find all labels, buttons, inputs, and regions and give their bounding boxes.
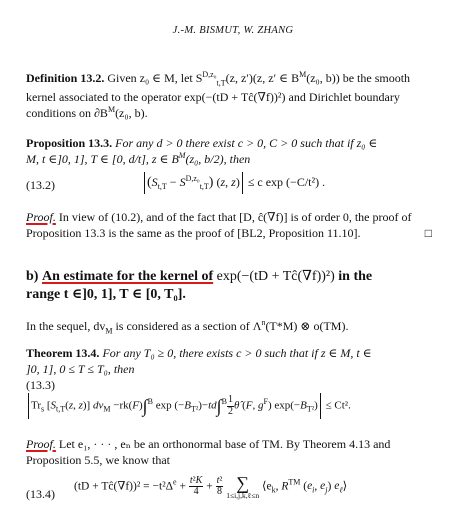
section-line-2: range t ∈]0, 1], T ∈ [0, T₀]. [26, 287, 186, 303]
sequel-text-c: (T*M) ⊗ o(TM). [265, 319, 349, 333]
integral-sign-2: ∫ [216, 395, 222, 416]
theorem-line-1 [26, 345, 436, 361]
proof-1-text-2: Proposition 13.3 is the same as the proof of [BL2, Proposition 11.10]. [26, 226, 361, 241]
definition-text-3: (z₀, b)) be the smooth [306, 71, 411, 85]
section-prefix: b) [26, 269, 39, 284]
equation-13-2-rhs: ≤ c exp (−C/t²) . [247, 174, 326, 189]
half-fraction: $\frac{1}{2}$ [227, 394, 233, 417]
eq133-bar-left [28, 393, 29, 419]
definition-line-1 [26, 70, 436, 89]
proposition-label: Proposition 13.3. [26, 136, 113, 150]
definition-line-2: kernel associated to the operator exp(−(tD + Tĉ(∇f))²) and Dirichlet boundary [26, 90, 400, 105]
running-header: J.-M. BISMUT, W. ZHANG [172, 25, 294, 36]
proposition-line-2b: (z₀, b/2), then [185, 152, 251, 167]
proof-1-label: Proof. [26, 210, 56, 224]
equation-13-2: $(S_{t,T} - S^{D,z_0}_{t,T})$ (z, z) ≤ c exp (−C/t²) . [142, 172, 325, 194]
proof-1 [26, 209, 436, 241]
t2-fraction: $\frac{\text{t²}}{8}$ [216, 474, 223, 498]
theorem-eqno: (13.3) [26, 378, 55, 393]
definition-13-2 [26, 70, 436, 122]
theorem-line-2: ]0, 1], 0 ≤ T ≤ T₀, then [26, 362, 135, 377]
proof-2-text-1: Let e₁, · · · , eₙ be an orthonormal base of TM. By Theorem 4.13 and [58, 437, 391, 451]
integral-sign-1: ∫ [142, 395, 148, 416]
proof-2 [26, 436, 436, 468]
definition-line-3a: conditions on ∂B [26, 106, 108, 121]
equation-13-3: $Tr_s$ [$S_{t,T}(z$, z)] $dv_M -rk(F)\int^B$ $\exp (-B_{T^2})-td\int^B$ $\frac{1}{2}$ θ̂ (F, $g^F$) $\exp(-B_{T^2}) \le Ct^2$. [26, 393, 351, 419]
theorem-text-1: For any T₀ ≥ 0, there exists c > 0 such that if z ∈ M, t ∈ [102, 346, 372, 360]
t2k-fraction: $\frac{\text{t²K}}{4}$ [189, 474, 203, 498]
definition-sup: D,z₀ [202, 70, 217, 79]
definition-sub: t,T [216, 78, 226, 88]
paren-close: ) [208, 174, 214, 190]
sequel-text-b: is considered as a section of Λ [115, 319, 262, 333]
definition-text-2: (z, z′)(z, z′ ∈ B [225, 71, 300, 85]
equation-13-2-number: (13.2) [26, 178, 55, 192]
summation: ∑ 1≤i,j,k,ℓ≤n [226, 473, 260, 500]
proof-2-line-2: Proposition 5.5, we know that [26, 453, 170, 468]
definition-ball-sup: M [299, 70, 307, 79]
definition-text-1: Given z₀ ∈ M, let S [107, 71, 203, 85]
proof-2-line-1 [26, 436, 436, 452]
eq133-bar-right [320, 393, 321, 419]
proposition-13-3 [26, 135, 436, 167]
sequel-paragraph [26, 318, 436, 337]
proof-1-line-2-wrap [26, 225, 436, 241]
equation-13-3-rhs: ≤ Ct². [325, 399, 351, 412]
proposition-line-2a: M, t ∈]0, 1], T ∈ [0, d/t], z ∈ B [26, 152, 179, 167]
section-formula: exp(−(tD + Tĉ(∇f))²) [216, 269, 335, 284]
abs-bar-right [242, 172, 243, 194]
sequel-text-a: In the sequel, dv [26, 319, 106, 333]
definition-boundary-sup: M [107, 105, 116, 115]
section-tail: in the [338, 269, 373, 284]
proof-1-line-1 [26, 209, 436, 225]
eq134-tail: ⟨e [261, 480, 272, 493]
section-line-1 [26, 268, 436, 286]
proposition-line-1 [26, 135, 436, 151]
definition-label: Definition 13.2. [26, 71, 105, 85]
sequel-sup: n [261, 318, 266, 327]
theorem-13-4 [26, 345, 436, 394]
sequel-sub: M [105, 326, 113, 336]
abs-bar-left [144, 172, 145, 194]
definition-line-3b: (z₀, b). [115, 106, 148, 121]
qed-symbol: □ [424, 226, 432, 241]
equation-13-4-number: (13.4) [26, 487, 55, 501]
equation-13-4: (tD + Tĉ(∇f))² = $-t^2\Delta^e$ + $\frac{\text{t²K}}{4}$ + $\frac{\text{t²}}{8}$ ∑ 1≤i,j,k,ℓ≤n $⟨e_k$, R™ ($e_i$, $e_j$) $e_\ell⟩$ [74, 473, 348, 500]
theorem-label: Theorem 13.4. [26, 346, 100, 360]
section-title: An estimate for the kernel of [41, 269, 214, 284]
definition-line-3 [26, 105, 436, 121]
proposition-ball-sup: M [178, 151, 186, 161]
proposition-text-1: For any d > 0 there exist c > 0, C > 0 such that if z₀ ∈ [115, 136, 378, 150]
eq134-lhs: (tD + Tĉ(∇f))² = −t²Δ [74, 480, 174, 493]
proof-2-label: Proof. [26, 437, 56, 451]
proposition-line-2 [26, 151, 436, 167]
paren-open: ( [147, 174, 152, 190]
section-b [26, 268, 436, 304]
sum-limits: 1≤i,j,k,ℓ≤n [226, 491, 260, 500]
proof-1-text-1: In view of (10.2), and of the fact that [D, ĉ(∇f)] is of order 0, the proof of [58, 210, 412, 224]
